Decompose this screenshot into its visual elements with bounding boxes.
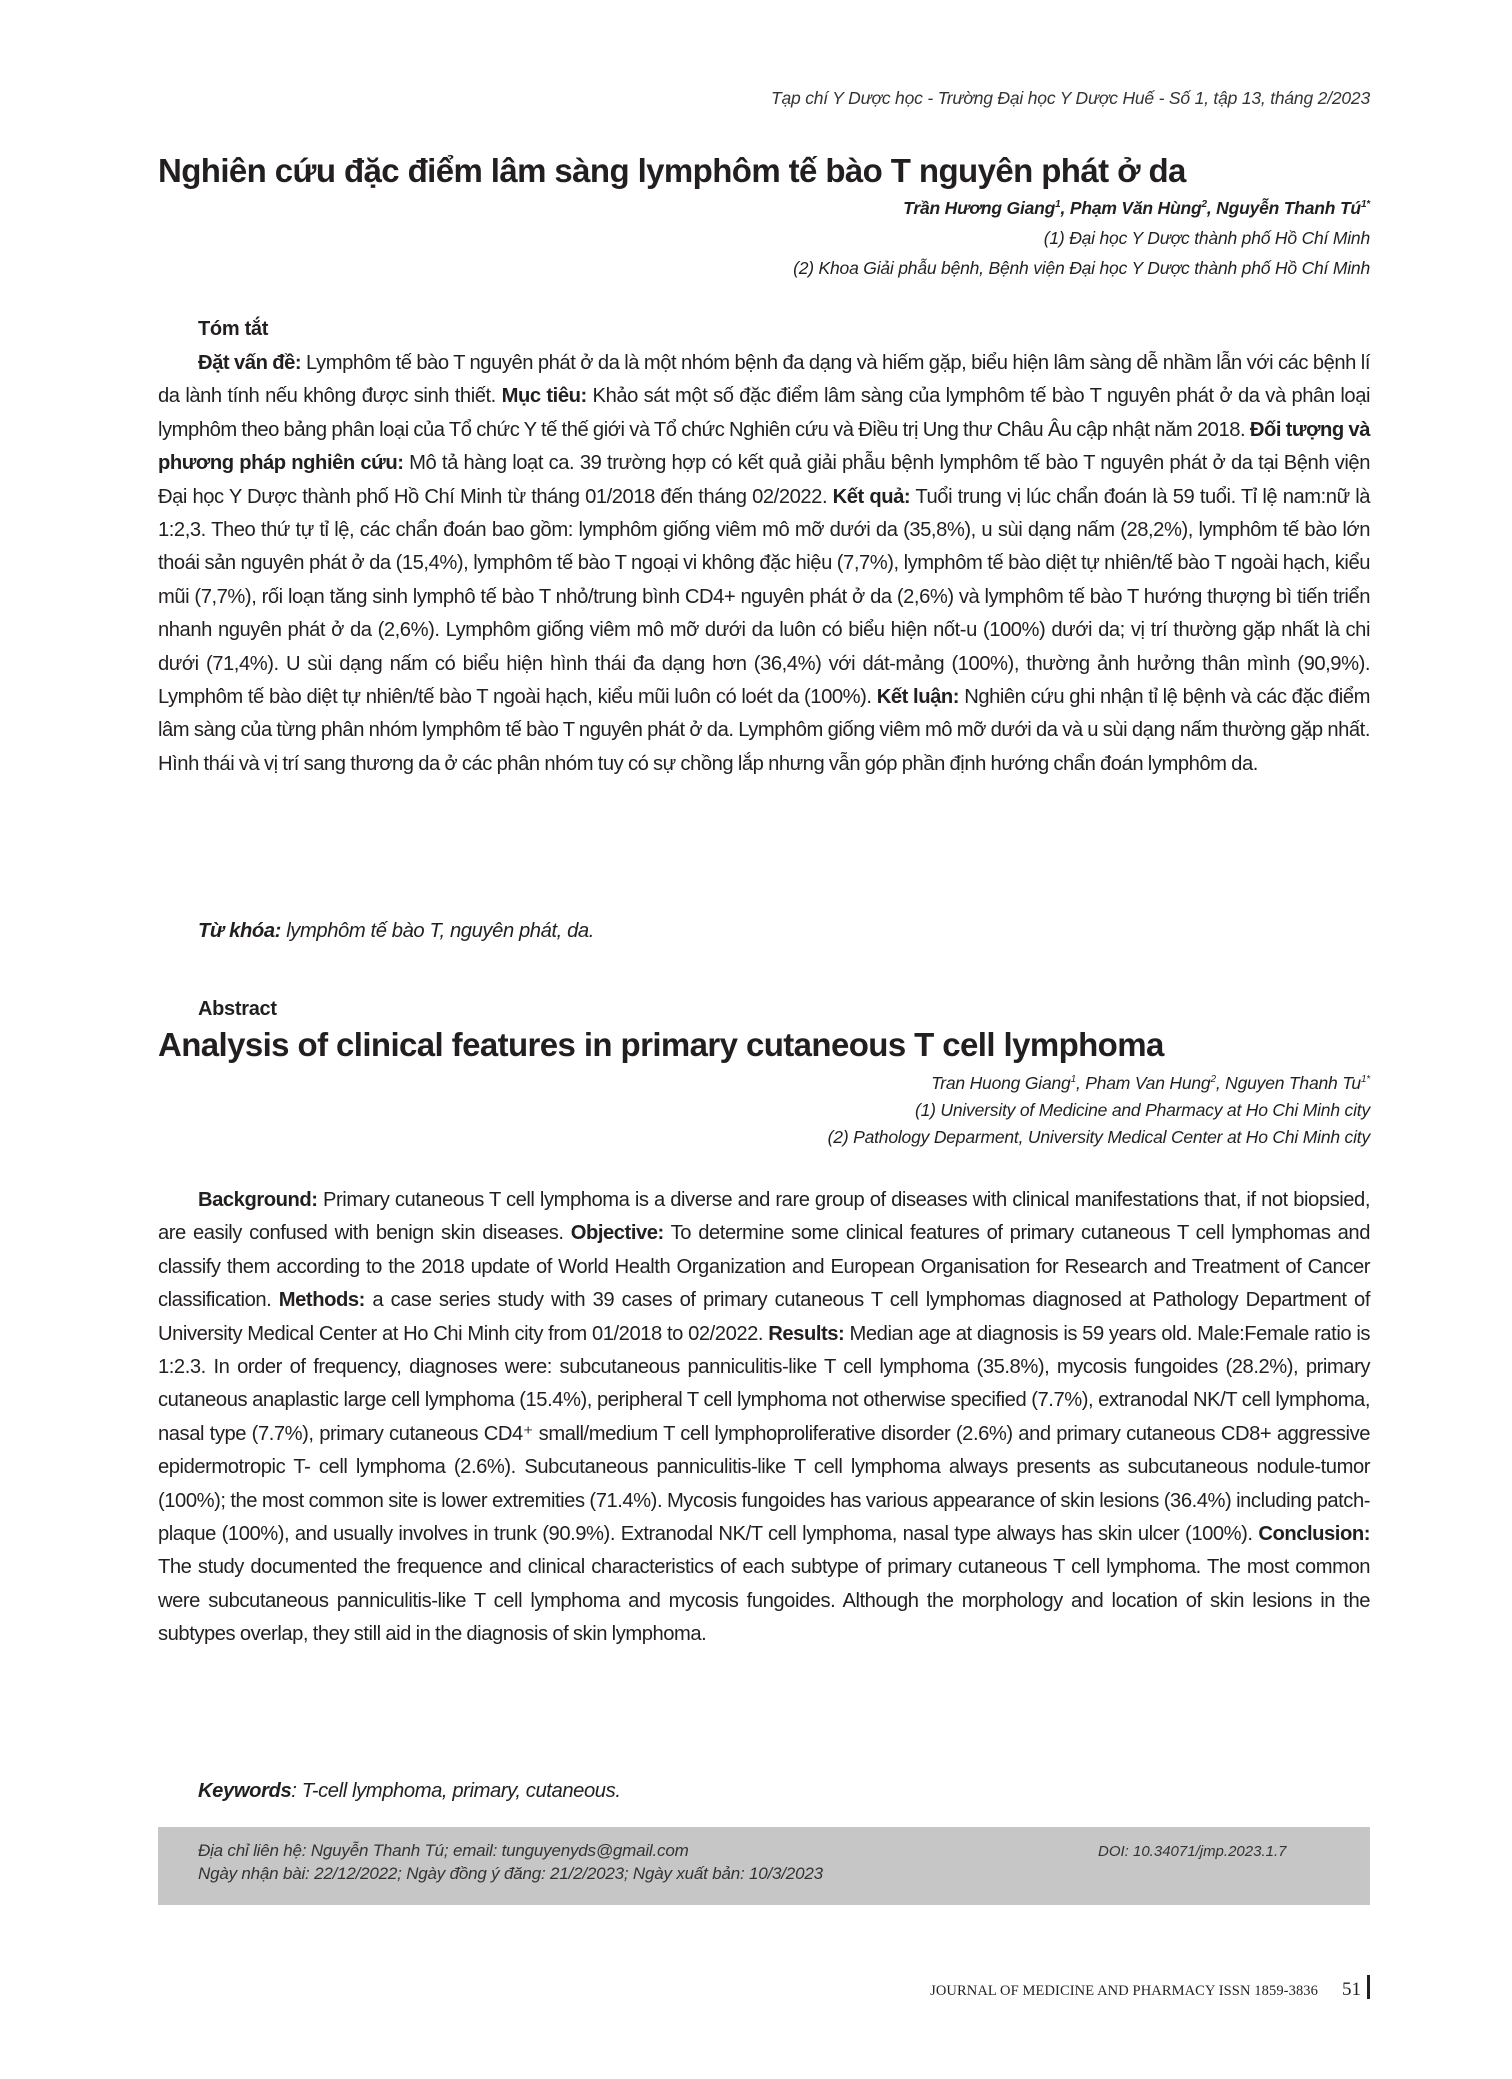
author-name: Nguyễn Thanh Tú <box>1216 198 1361 218</box>
author-separator: , <box>1060 198 1070 218</box>
dates-line: Ngày nhận bài: 22/12/2022; Ngày đồng ý đăng: 21/2/2023; Ngày xuất bản: 10/3/2023 <box>198 1864 823 1883</box>
doi-link[interactable]: DOI: 10.34071/jmp.2023.1.7 <box>1098 1843 1287 1860</box>
section-text: Khảo sát một số đặc điểm lâm sàng của lymphôm tế bào T nguyên phát ở da và phân loại lymphôm theo bảng phân loại của Tổ chức Y tế thế giới và Tổ chức Nghiên cứu và Điều trị Ung thư Châu Âu cập nhật năm 2018. <box>158 385 1371 441</box>
journal-name: JOURNAL OF MEDICINE AND PHARMACY ISSN 1859-3836 <box>930 1983 1318 1999</box>
section-label: Results: <box>768 1322 845 1345</box>
vietnamese-affiliation-2: (2) Khoa Giải phẫu bệnh, Bệnh viện Đại học Y Dược thành phố Hồ Chí Minh <box>793 258 1370 278</box>
author-separator: , <box>1206 198 1217 218</box>
section-text: The study documented the frequence and clinical characteristics of each subtype of primary cutaneous T cell lymphoma. The most common were subcutaneous panniculitis-like T cell lymphoma and mycosis fungoides. Although the morphology and location of skin lesions in the subtypes overlap, they still aid in the diagnosis of skin lymphoma. <box>158 1556 1370 1646</box>
author-name: Trần Hương Giang <box>903 198 1056 218</box>
section-label: Kết quả: <box>832 485 911 508</box>
section-label: Conclusion: <box>1258 1523 1370 1546</box>
contact-line: Địa chỉ liên hệ: Nguyễn Thanh Tú; email: tunguyenyds@gmail.com <box>198 1841 689 1860</box>
english-affiliation-2: (2) Pathology Deparment, University Medical Center at Ho Chi Minh city <box>827 1127 1370 1147</box>
summary-heading: Tóm tắt <box>198 318 269 340</box>
vietnamese-title: Nghiên cứu đặc điểm lâm sàng lymphôm tế bào T nguyên phát ở da <box>158 152 1186 189</box>
abstract-heading: Abstract <box>198 998 277 1020</box>
english-affiliation-1: (1) University of Medicine and Pharmacy at Ho Chi Minh city <box>914 1100 1370 1120</box>
vietnamese-affiliation-1: (1) Đại học Y Dược thành phố Hồ Chí Minh <box>1043 228 1370 248</box>
correspondence-box <box>158 1827 1370 1905</box>
section-text: Mô tả hàng loạt ca. 39 trường hợp có kết quả giải phẫu bệnh lymphôm tế bào T nguyên phát ở da tại Bệnh viện Đại học Y Dược thành phố Hồ Chí Minh từ tháng 01/2018 đến tháng 02/2022. <box>158 452 1370 508</box>
english-abstract-body <box>158 1184 1370 1652</box>
author-name: Nguyen Thanh Tu <box>1225 1073 1361 1093</box>
vietnamese-abstract-body <box>158 347 1370 781</box>
section-text: Lymphôm tế bào T nguyên phát ở da là một nhóm bệnh đa dạng và hiếm gặp, biểu hiện lâm sàng dễ nhầm lẫn với các bệnh lí da lành tính nếu không được sinh thiết. <box>158 352 1370 408</box>
section-label: Đối tượng và phương pháp nghiên cứu: <box>158 418 1370 475</box>
vietnamese-authors <box>903 198 1370 219</box>
section-label: Mục tiêu: <box>501 385 587 408</box>
author-affiliation-mark: 1* <box>1360 199 1370 211</box>
author-affiliation-mark: 1 <box>1055 199 1061 211</box>
author-affiliation-mark: 2 <box>1201 199 1207 211</box>
section-text: Nghiên cứu ghi nhận tỉ lệ bệnh và các đặc điểm lâm sàng của từng phân nhóm lymphôm tế bào T nguyên phát ở da. Lymphôm giống viêm mô mỡ dưới da và u sùi dạng nấm thường gặp nhất. Hình thái và vị trí sang thương da ở các phân nhóm tuy có sự chồng lắp nhưng vẫn góp phần định hướng chẩn đoán lymphôm da. <box>158 686 1370 775</box>
section-label: Objective: <box>570 1222 664 1245</box>
section-text: Primary cutaneous T cell lymphoma is a diverse and rare group of diseases with clinical manifestations that, if not biopsied, are easily confused with benign skin diseases. <box>158 1189 1370 1245</box>
page-number: 51 <box>1342 1979 1361 2000</box>
english-title: Analysis of clinical features in primary cutaneous T cell lymphoma <box>158 1026 1164 1063</box>
author-affiliation-mark: 2 <box>1210 1074 1216 1086</box>
author-name: Phạm Văn Hùng <box>1069 198 1202 218</box>
section-text: To determine some clinical features of primary cutaneous T cell lymphomas and classify them according to the 2018 update of World Health Organization and European Organisation for Research and Treatment of Cancer classification. <box>158 1222 1370 1312</box>
author-affiliation-mark: 1* <box>1360 1074 1370 1086</box>
section-text: Tuổi trung vị lúc chẩn đoán là 59 tuổi. Tỉ lệ nam:nữ là 1:2,3. Theo thứ tự tỉ lệ, các chẩn đoán bao gồm: lymphôm giống viêm mô mỡ dưới da (35,8%), u sùi dạng nấm (28,2%), lymphôm tế bào lớn thoái sản nguyên phát ở da (15,4%), lymphôm tế bào T ngoại vi không đặc hiệu (7,7%), lymphôm tế bào diệt tự nhiên/tế bào T ngoài hạch, kiểu mũi (7,7%), rối loạn tăng sinh lymphô tế bào T nhỏ/trung bình CD4+ nguyên phát ở da (2,6%) và lymphôm tế bào T hướng thượng bì tiến triển nhanh nguyên phát ở da (2,6%). Lymphôm giống viêm mô mỡ dưới da luôn có biểu hiện nốt-u (100%) dưới da; vị trí thường gặp nhất là chi dưới (71,4%). U sùi dạng nấm có biểu hiện hình thái đa dạng hơn (36,4%) với dát-mảng (100%), thường ảnh hưởng thân mình (90,9%). Lymphôm tế bào diệt tự nhiên/tế bào T ngoài hạch, kiểu mũi luôn có loét da (100%). <box>158 485 1371 709</box>
keywords-label: Từ khóa: <box>198 920 281 942</box>
section-text: Median age at diagnosis is 59 years old. Male:Female ratio is 1:2.3. In order of frequency, diagnoses were: subcutaneous panniculitis-like T cell lymphoma (35.8%), mycosis fungoides (28.2%), primary cutaneous anaplastic large cell lymphoma (15.4%), peripheral T cell lymphoma not otherwise specified (7.7%), extranodal NK/T cell lymphoma, nasal type (7.7%), primary cutaneous CD4⁺ small/medium T cell lymphoproliferative disorder (2.6%) and primary cutaneous CD8+ aggressive epidermotropic T- cell lymphoma (2.6%). Subcutaneous panniculitis-like T cell lymphoma always presents as subcutaneous nodule-tumor (100%); the most common site is lower extremities (71.4%). Mycosis fungoides has various appearance of skin lesions (36.4%) including patch-plaque (100%), and usually involves in trunk (90.9%). Extranodal NK/T cell lymphoma, nasal type always has skin ulcer (100%). <box>158 1322 1370 1546</box>
author-affiliation-mark: 1 <box>1070 1074 1076 1086</box>
english-keywords <box>198 1780 621 1803</box>
keywords-label: Keywords <box>198 1780 292 1802</box>
running-head: Tạp chí Y Dược học - Trường Đại học Y Dược Huế - Số 1, tập 13, tháng 2/2023 <box>771 88 1370 108</box>
author-separator: , <box>1215 1073 1226 1093</box>
section-text: a case series study with 39 cases of primary cutaneous T cell lymphomas diagnosed at Pathology Department of University Medical Center at Ho Chi Minh city from 01/2018 to 02/2022. <box>158 1289 1370 1345</box>
section-label: Background: <box>198 1189 318 1211</box>
keywords-text: : T-cell lymphoma, primary, cutaneous. <box>291 1780 621 1802</box>
section-label: Kết luận: <box>876 686 960 709</box>
section-label: Đặt vấn đề: <box>198 352 302 374</box>
vietnamese-keywords <box>198 920 594 943</box>
author-name: Tran Huong Giang <box>931 1073 1071 1093</box>
author-separator: , <box>1075 1073 1086 1093</box>
page-folio <box>930 1975 1370 2001</box>
author-name: Pham Van Hung <box>1085 1073 1211 1093</box>
english-authors <box>931 1073 1370 1094</box>
section-label: Methods: <box>278 1289 365 1312</box>
folio-bar <box>1367 1975 1370 1999</box>
keywords-text: lymphôm tế bào T, nguyên phát, da. <box>281 920 594 942</box>
